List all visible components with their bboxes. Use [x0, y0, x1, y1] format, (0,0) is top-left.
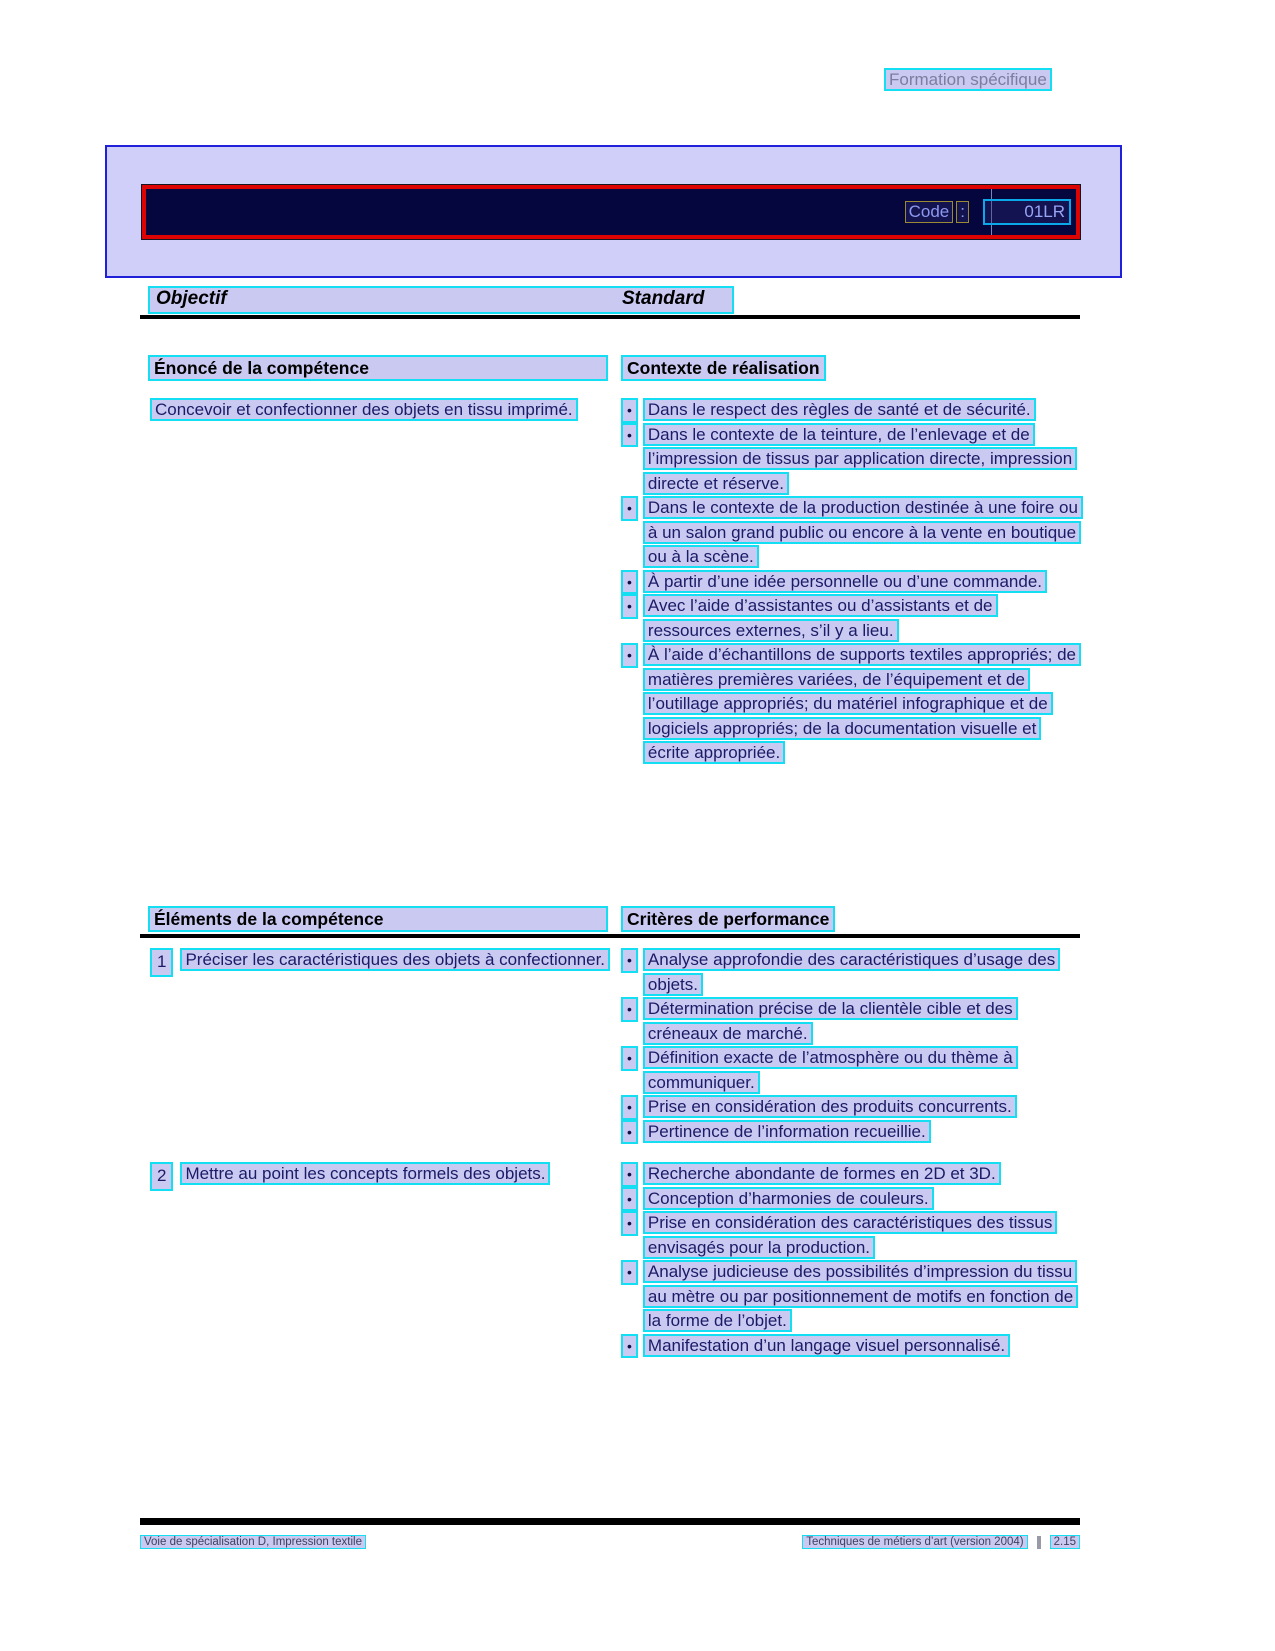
list-item: • Pertinence de l’information recueillie. [621, 1120, 1080, 1145]
bullet-icon: • [621, 997, 638, 1022]
code-colon: : [956, 201, 969, 223]
criteria-list-1 [621, 948, 1080, 1144]
bullet-icon: • [621, 398, 638, 423]
bullet-icon: • [621, 1334, 638, 1359]
standard-heading: Standard [622, 288, 705, 309]
list-item: • Dans le respect des règles de santé et de sécurité. [621, 398, 1080, 423]
contexte-realisation-list [621, 398, 1080, 766]
item-number: 1 [150, 948, 173, 977]
code-area [905, 199, 1071, 225]
bullet-icon: • [621, 570, 638, 595]
elements-competence-header: Éléments de la compétence [148, 906, 608, 932]
list-item: • Avec l’aide d’assistantes ou d’assistants et de ressources externes, s’il y a lieu. [621, 594, 1080, 643]
objectif-heading: Objectif [156, 288, 227, 309]
horizontal-rule-middle [140, 934, 1080, 938]
code-value: 01LR [983, 199, 1071, 225]
page-number: 2.15 [1050, 1535, 1080, 1549]
item-number: 2 [150, 1162, 173, 1191]
contexte-realisation-header: Contexte de réalisation [621, 355, 826, 381]
list-item: • Conception d’harmonies de couleurs. [621, 1187, 1080, 1212]
criteres-performance-header: Critères de performance [621, 906, 835, 932]
footer-right-text: Techniques de métiers d’art (version 2004) [802, 1535, 1027, 1549]
bullet-icon: • [621, 1187, 638, 1212]
competence-statement: Concevoir et confectionner des objets en tissu imprimé. [150, 398, 612, 423]
title-bar [142, 185, 1080, 239]
running-head-text: Formation spécifique [884, 68, 1052, 91]
list-item: • Définition exacte de l’atmosphère ou du thème à communiquer. [621, 1046, 1080, 1095]
list-item: • Prise en considération des produits concurrents. [621, 1095, 1080, 1120]
horizontal-rule-top [140, 315, 1080, 319]
bullet-icon: • [621, 1211, 638, 1236]
criteria-list-2 [621, 1162, 1080, 1358]
objectif-standard-strip [148, 286, 734, 314]
bullet-icon: • [621, 423, 638, 448]
footer-left-text: Voie de spécialisation D, Impression textile [140, 1535, 366, 1549]
footer-rule [140, 1518, 1080, 1525]
list-item: • Manifestation d’un langage visuel personnalisé. [621, 1334, 1080, 1359]
list-item: • Dans le contexte de la production destinée à une foire ou à un salon grand public ou encore à la vente en boutique ou à la scène. [621, 496, 1080, 570]
list-item: • Prise en considération des caractéristiques des tissus envisagés pour la production. [621, 1211, 1080, 1260]
bullet-icon: • [621, 1260, 638, 1285]
list-item: • Détermination précise de la clientèle cible et des créneaux de marché. [621, 997, 1080, 1046]
list-item: • À l’aide d’échantillons de supports textiles appropriés; de matières premières variées, de l’équipement et de l’outillage appropriés; du matériel infographique et de logiciels appropriés; de la documentation visuelle et écrite appropriée. [621, 643, 1080, 766]
running-head [884, 70, 1052, 90]
footer [140, 1535, 1080, 1549]
list-item: • Dans le contexte de la teinture, de l’enlevage et de l’impression de tissus par application directe, impression directe et réserve. [621, 423, 1080, 497]
bullet-icon: • [621, 1095, 638, 1120]
list-item: • Analyse approfondie des caractéristiques d’usage des objets. [621, 948, 1080, 997]
list-item: • Analyse judicieuse des possibilités d’impression du tissu au mètre ou par positionnement de motifs en fonction de la forme de l’objet. [621, 1260, 1080, 1334]
footer-separator [1037, 1536, 1041, 1549]
bullet-icon: • [621, 594, 638, 619]
bullet-icon: • [621, 496, 638, 521]
bullet-icon: • [621, 1162, 638, 1187]
element-item-2: 2 Mettre au point les concepts formels des objets. [150, 1162, 614, 1191]
enonce-competence-header: Énoncé de la compétence [148, 355, 608, 381]
list-item: • À partir d’une idée personnelle ou d’une commande. [621, 570, 1080, 595]
bullet-icon: • [621, 1046, 638, 1071]
program-header-box [105, 145, 1122, 278]
list-item: • Recherche abondante de formes en 2D et 3D. [621, 1162, 1080, 1187]
bullet-icon: • [621, 1120, 638, 1145]
code-label: Code [905, 201, 954, 223]
bullet-icon: • [621, 643, 638, 668]
element-item-1: 1 Préciser les caractéristiques des objets à confectionner. [150, 948, 614, 977]
bullet-icon: • [621, 948, 638, 973]
